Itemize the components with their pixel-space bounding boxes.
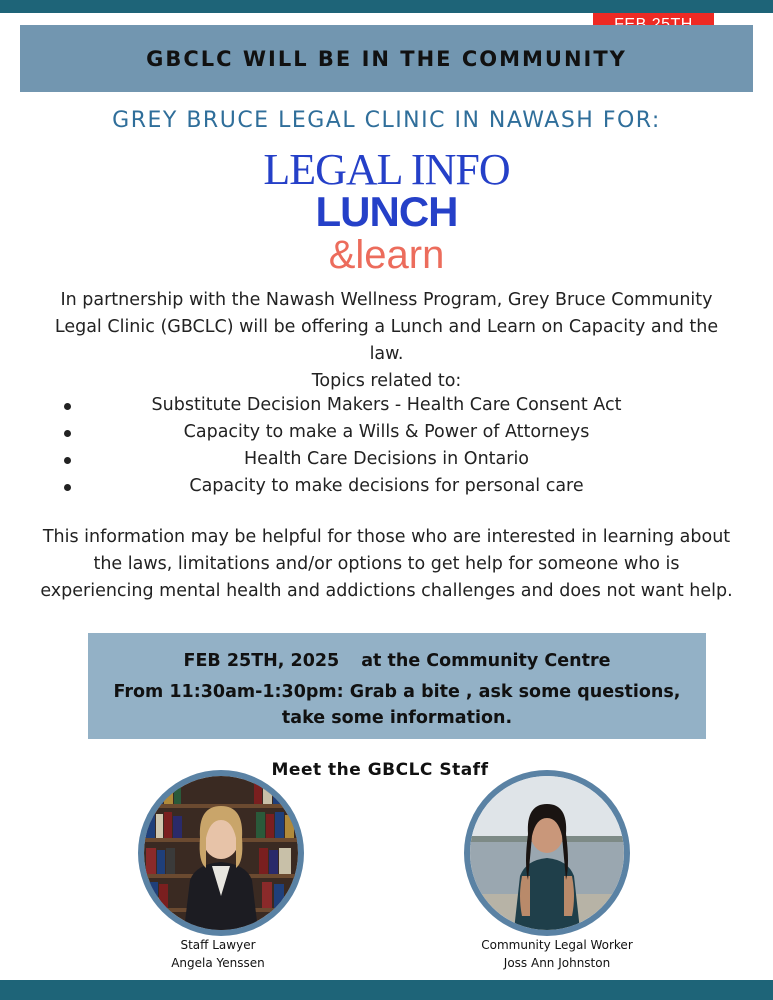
- topic-item: [0, 419, 773, 446]
- bullet-icon: [64, 457, 71, 464]
- event-details: From 11:30am-1:30pm: Grab a bite , ask some questions, take some information.: [113, 682, 681, 728]
- community-legal-worker-portrait-icon: [470, 776, 624, 930]
- event-date-location: [88, 648, 706, 674]
- subheading: GREY BRUCE LEGAL CLINIC IN NAWASH FOR:: [112, 108, 661, 133]
- staff-lawyer-name: Angela Yenssen: [171, 956, 265, 970]
- logo-line-legal-info: LEGAL INFO: [263, 145, 510, 194]
- topic-text: Capacity to make decisions for personal care: [189, 476, 584, 496]
- event-date: FEB 25TH, 2025: [183, 651, 340, 671]
- staff-lawyer-caption: [118, 936, 318, 972]
- intro-paragraph: In partnership with the Nawash Wellness Program, Grey Bruce Community Legal Clinic (GBCLC) will be offering a Lunch and Learn on Capacity and the law.: [54, 290, 719, 364]
- community-legal-worker-name: Joss Ann Johnston: [503, 956, 611, 970]
- topics-list: [0, 392, 773, 500]
- header-band: [20, 25, 753, 92]
- header-title: GBCLC WILL BE IN THE COMMUNITY: [146, 46, 627, 71]
- bullet-icon: [64, 403, 71, 410]
- community-legal-worker-photo: [464, 770, 630, 936]
- topic-item: [0, 446, 773, 473]
- top-accent-bar: [0, 0, 773, 13]
- topic-text: Capacity to make a Wills & Power of Attorneys: [183, 422, 590, 442]
- staff-lawyer-portrait-icon: [144, 776, 298, 930]
- bullet-icon: [64, 484, 71, 491]
- bullet-icon: [64, 430, 71, 437]
- logo-line-learn: &learn: [328, 233, 445, 277]
- info-note: This information may be helpful for those who are interested in learning about the laws, limitations and/or options to get help for someone who is experiencing mental health and addictions challenges and does not want help.: [40, 527, 733, 601]
- topic-text: Health Care Decisions in Ontario: [243, 449, 530, 469]
- topic-item: [0, 392, 773, 419]
- bottom-accent-bar: [0, 980, 773, 1000]
- community-legal-worker-caption: [446, 936, 668, 972]
- event-logo: [200, 145, 573, 278]
- event-details-band: [88, 633, 706, 739]
- staff-heading: Meet the GBCLC Staff: [271, 760, 489, 780]
- event-location: at the Community Centre: [361, 651, 611, 671]
- community-legal-worker-role: Community Legal Worker: [481, 938, 633, 952]
- logo-line-lunch: LUNCH: [315, 188, 458, 235]
- staff-lawyer-photo: [138, 770, 304, 936]
- staff-lawyer-role: Staff Lawyer: [180, 938, 256, 952]
- topics-label: Topics related to:: [311, 371, 462, 391]
- topic-item: [0, 473, 773, 500]
- topic-text: Substitute Decision Makers - Health Care Consent Act: [151, 395, 622, 415]
